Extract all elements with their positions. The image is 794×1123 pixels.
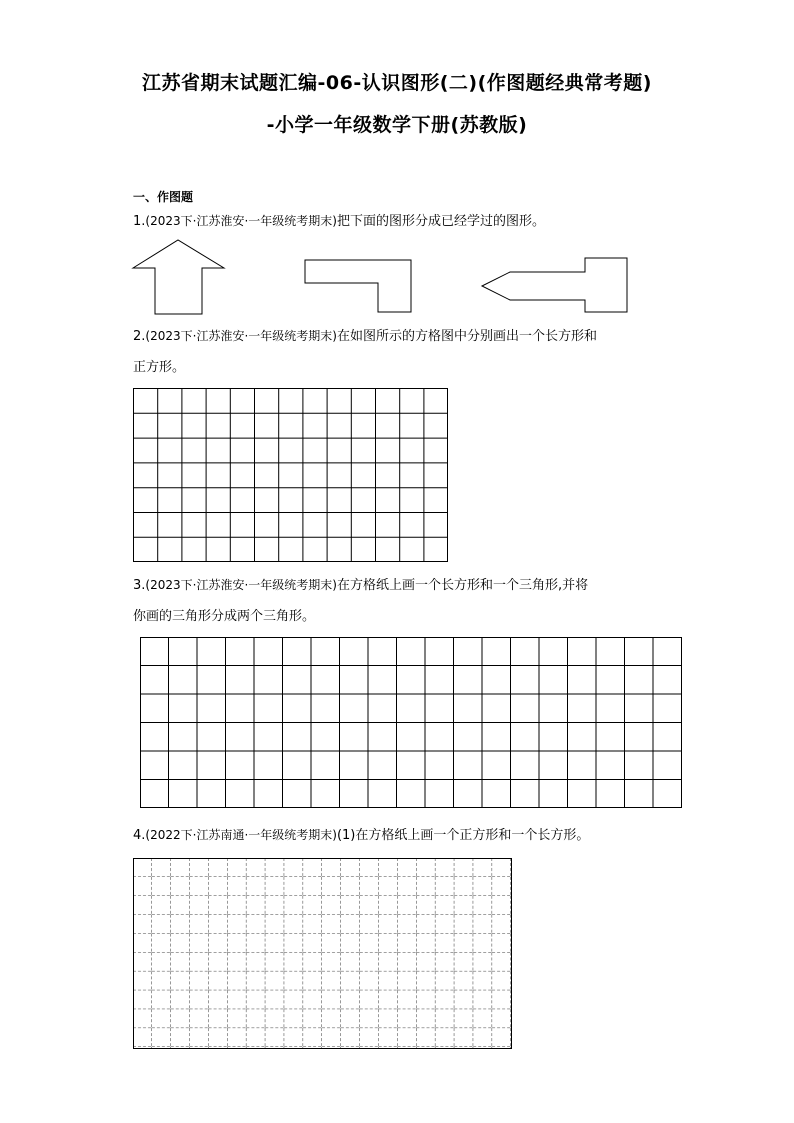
question-text: (1)在方格纸上画一个正方形和一个长方形。 xyxy=(336,828,590,843)
document-title-line2: -小学一年级数学下册(苏教版) xyxy=(266,114,528,136)
dashed-grid-q4 xyxy=(133,858,513,1050)
question-3 xyxy=(133,570,673,632)
l-shape xyxy=(305,260,411,312)
grid-q3 xyxy=(140,637,683,809)
question-number: 4. xyxy=(133,828,146,843)
question-text-cont: 你画的三角形分成两个三角形。 xyxy=(133,609,316,624)
section-heading: 一、作图题 xyxy=(133,190,194,204)
question-source: (2023下·江苏淮安·一年级统考期末) xyxy=(145,214,337,228)
pencil-shape xyxy=(482,258,627,312)
arrow-shape xyxy=(133,240,224,314)
question-source: (2022下·江苏南通·一年级统考期末) xyxy=(145,828,337,842)
question-source: (2023下·江苏淮安·一年级统考期末) xyxy=(145,329,337,343)
question-number: 1. xyxy=(133,214,146,229)
question-4 xyxy=(133,820,673,851)
question-number: 3. xyxy=(133,578,146,593)
question-number: 2. xyxy=(133,329,146,344)
question-text: 把下面的图形分成已经学过的图形。 xyxy=(336,214,545,229)
question-source: (2023下·江苏淮安·一年级统考期末) xyxy=(145,578,337,592)
question-text: 在方格纸上画一个长方形和一个三角形,并将 xyxy=(336,578,589,593)
figures-q1 xyxy=(0,0,794,330)
grid-q2 xyxy=(133,388,449,563)
question-2 xyxy=(133,321,673,383)
document-title-line1: 江苏省期末试题汇编-06-认识图形(二)(作图题经典常考题) xyxy=(142,72,652,94)
question-text: 在如图所示的方格图中分别画出一个长方形和 xyxy=(336,329,597,344)
question-text-cont: 正方形。 xyxy=(133,360,186,375)
